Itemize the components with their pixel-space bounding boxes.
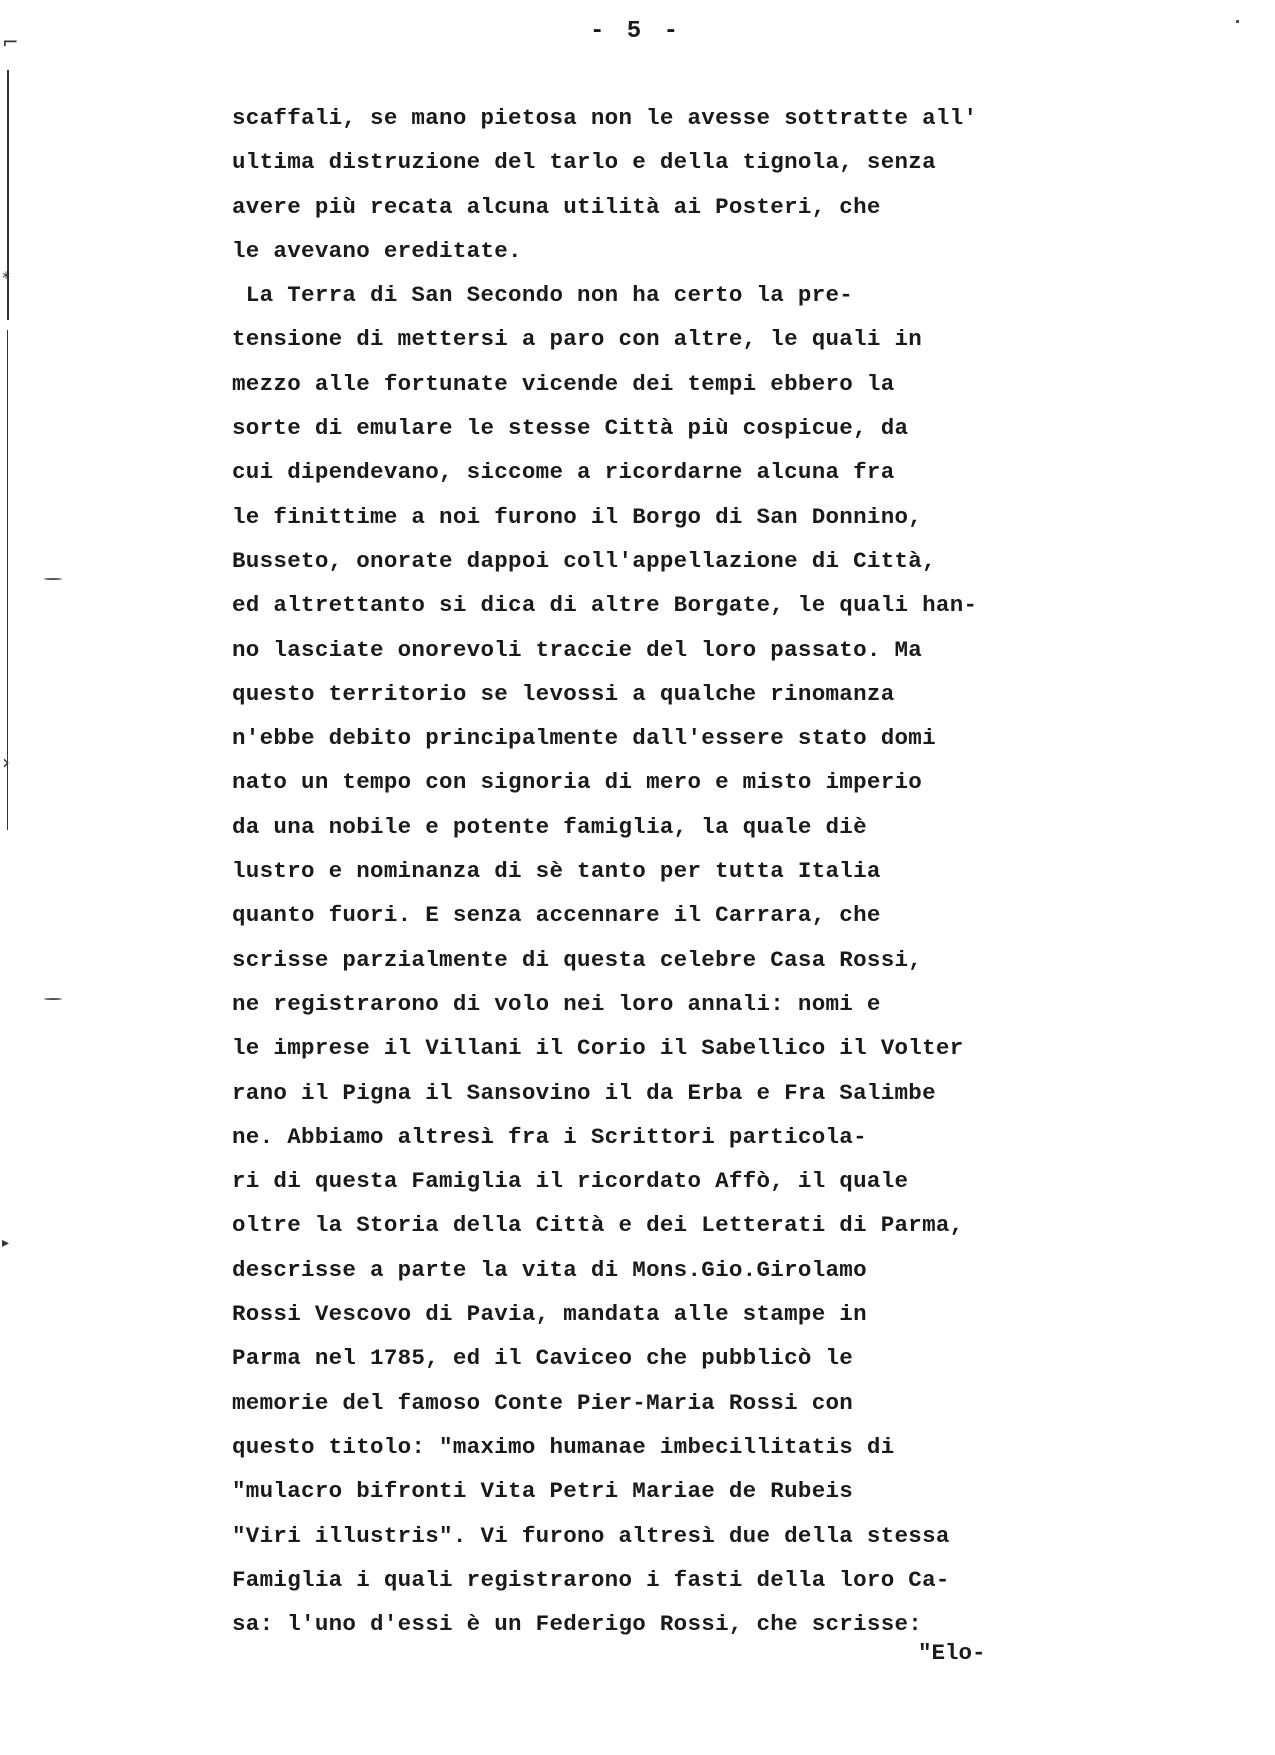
text-line: Famiglia i quali registrarono i fasti della loro Ca- (232, 1566, 950, 1593)
scan-speck (1236, 20, 1239, 23)
margin-tick (44, 998, 62, 1000)
text-line: cui dipendevano, siccome a ricordarne alcuna fra (232, 459, 895, 486)
text-line: sorte di emulare le stesse Città più cospicue, da (232, 415, 909, 442)
text-line: ed altrettanto si dica di altre Borgate, le quali han- (232, 592, 978, 619)
text-line: avere più recata alcuna utilità ai Posteri, che (232, 193, 881, 220)
text-line: scaffali, se mano pietosa non le avesse sottratte all' (232, 105, 978, 131)
text-line: rano il Pigna il Sansovino il da Erba e Fra Salimbe (232, 1079, 936, 1106)
text-line: da una nobile e potente famiglia, la quale diè (232, 813, 867, 840)
margin-mark: › (2, 750, 10, 774)
text-line: tensione di mettersi a paro con altre, le quali in (232, 326, 923, 353)
text-line: Rossi Vescovo di Pavia, mandata alle stampe in (232, 1301, 867, 1328)
text-line: ultima distruzione del tarlo e della tignola, senza (232, 149, 936, 176)
text-line: Busseto, onorate dappoi coll'appellazione di Città, (232, 547, 936, 574)
text-line: Parma nel 1785, ed il Caviceo che pubblicò le (232, 1345, 854, 1372)
margin-mark: ▸ (2, 1235, 10, 1251)
margin-mark: * (2, 268, 10, 287)
page-number: - 5 - (590, 18, 683, 45)
text-line: questo titolo: "maximo humanae imbecillitatis di (232, 1433, 895, 1460)
body-text (232, 96, 1092, 1646)
text-line: quanto fuori. E senza accennare il Carrara, che (232, 902, 881, 929)
margin-tick (44, 578, 62, 580)
text-line: mezzo alle fortunate vicende dei tempi ebbero la (232, 370, 895, 397)
text-line: descrisse a parte la vita di Mons.Gio.Girolamo (232, 1256, 867, 1283)
catchword: "Elo- (918, 1640, 986, 1666)
text-line: questo territorio se levossi a qualche rinomanza (232, 680, 895, 707)
text-line: lustro e nominanza di sè tanto per tutta Italia (232, 858, 881, 885)
text-line: ne registrarono di volo nei loro annali: nomi e (232, 990, 881, 1017)
text-line: le imprese il Villani il Corio il Sabellico il Volter (232, 1035, 964, 1062)
text-line: La Terra di San Secondo non ha certo la pre- (232, 282, 854, 309)
text-line: n'ebbe debito principalmente dall'essere stato domi (232, 725, 936, 752)
text-line: oltre la Storia della Città e dei Letterati di Parma, (232, 1212, 964, 1239)
text-line: scrisse parzialmente di questa celebre Casa Rossi, (232, 946, 923, 973)
text-line: le finittime a noi furono il Borgo di San Donnino, (232, 503, 923, 530)
text-line: nato un tempo con signoria di mero e misto imperio (232, 769, 923, 796)
text-line: sa: l'uno d'essi è un Federigo Rossi, che scrisse: (232, 1611, 923, 1638)
text-line: ne. Abbiamo altresì fra i Scrittori particola- (232, 1123, 867, 1150)
text-line: memorie del famoso Conte Pier-Maria Rossi con (232, 1389, 854, 1416)
margin-mark: ⌐ (2, 30, 19, 54)
text-line: le avevano ereditate. (232, 237, 522, 264)
text-line: no lasciate onorevoli traccie del loro passato. Ma (232, 636, 923, 663)
text-line: "Viri illustris". Vi furono altresì due della stessa (232, 1522, 950, 1549)
text-line: ri di questa Famiglia il ricordato Affò, il quale (232, 1168, 909, 1195)
text-line: "mulacro bifronti Vita Petri Mariae de Rubeis (232, 1478, 854, 1505)
